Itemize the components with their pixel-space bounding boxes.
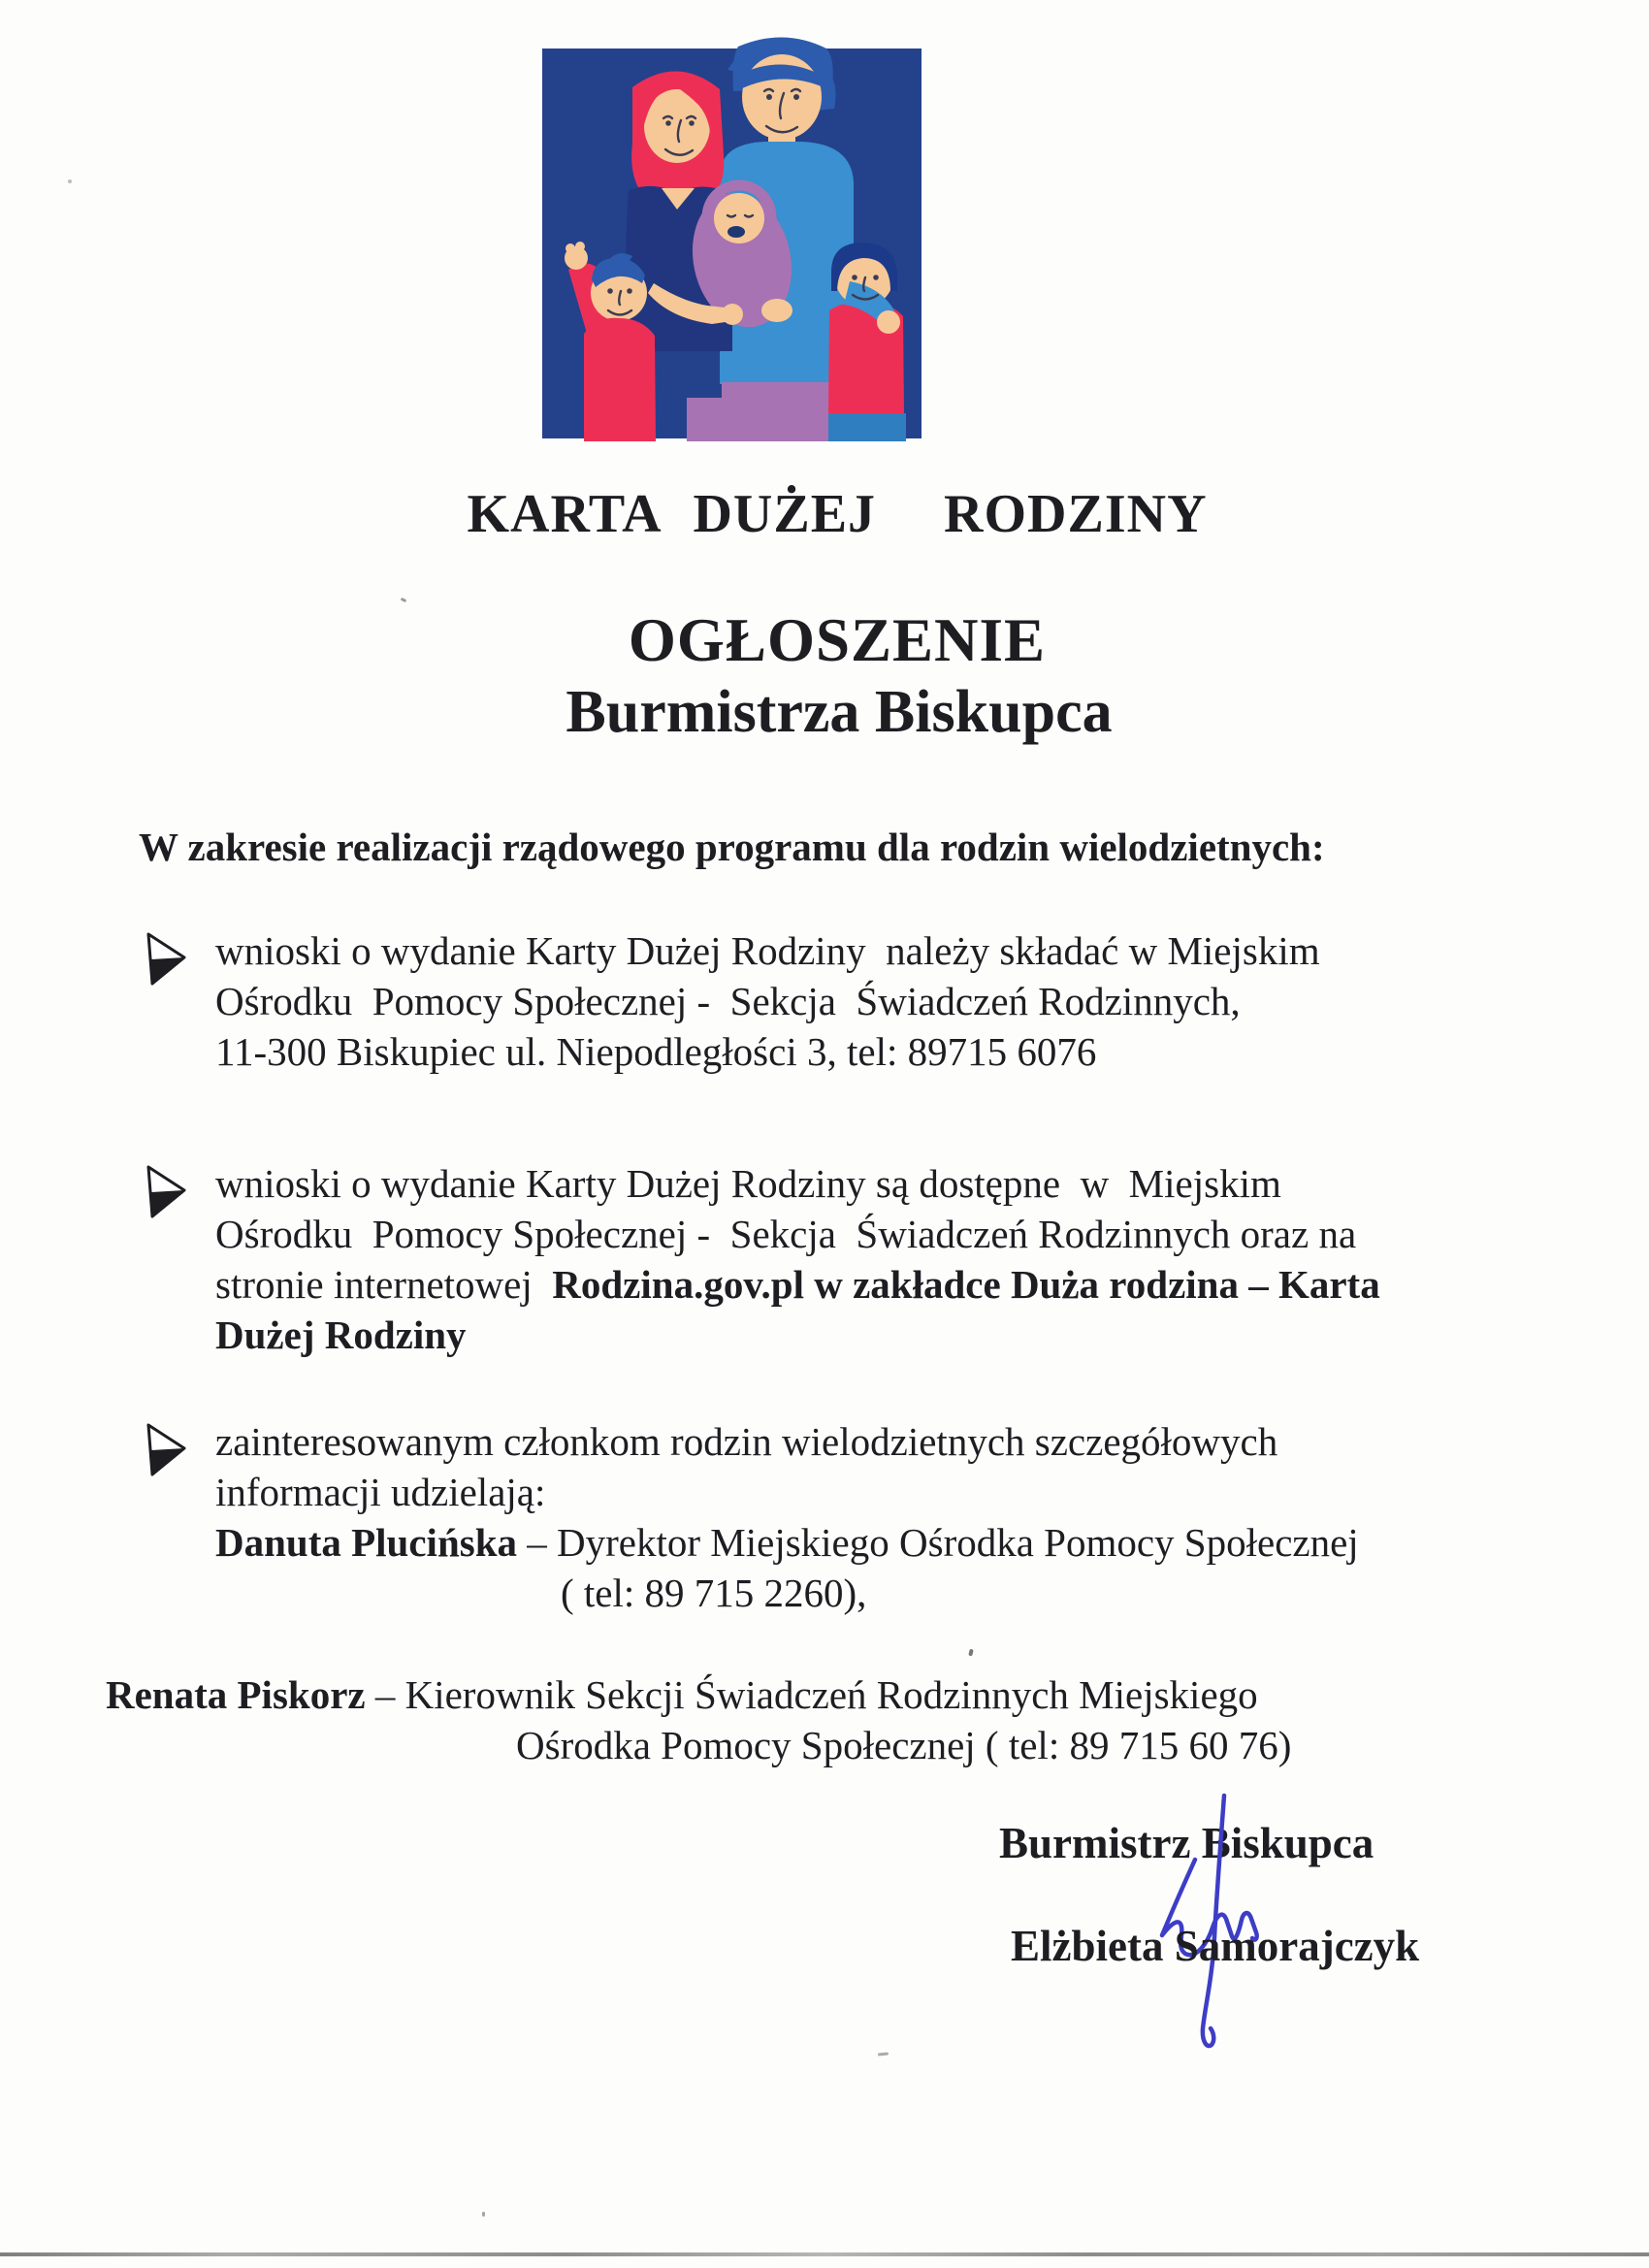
bullet-line: zainteresowanym członkom rodzin wielodzietnych szczegółowych [215,1419,1278,1464]
announcement-heading: OGŁOSZENIE [628,606,1047,674]
scan-speck [482,2212,485,2217]
contact-name: Renata Piskorz [106,1672,366,1717]
bullet-line: stronie internetowej Rodzina.gov.pl w zakładce Duża rodzina – Karta [215,1262,1380,1307]
contact-name: Danuta Plucińska [215,1520,518,1565]
bullet-line: informacji udzielają: [215,1470,546,1514]
intro-line: W zakresie realizacji rządowego programu dla rodzin wielodzietnych: [139,825,1325,869]
contact-person-director: Danuta Plucińska – Dyrektor Miejskiego Ośrodka Pomocy Społecznej [215,1520,1359,1565]
family-illustration-icon [541,27,923,441]
bullet-line: wnioski o wydanie Karty Dużej Rodziny są dostępne w Miejskim [215,1161,1281,1206]
bullet-line: 11-300 Biskupiec ul. Niepodległości 3, tel: 89715 6076 [215,1029,1097,1074]
scan-edge-line [0,2252,1649,2256]
contact-line: Ośrodka Pomocy Społecznej ( tel: 89 715 60 76) [516,1723,1292,1767]
contact-person-manager [106,1669,1541,1770]
website-name: Rodzina.gov.pl w zakładce Duża rodzina – Karta [552,1262,1380,1307]
bullet-line: Dużej Rodziny [215,1312,467,1357]
bullet-line: Ośrodku Pomocy Społecznej - Sekcja Świadczeń Rodzinnych oraz na [215,1212,1357,1256]
bullet-line: Ośrodku Pomocy Społecznej - Sekcja Świadczeń Rodzinnych, [215,979,1241,1023]
document-title: KARTA DUŻEJ RODZINY [467,484,1208,544]
bullet-line: wnioski o wydanie Karty Dużej Rodziny należy składać w Miejskim [215,928,1320,973]
scan-speck [968,1649,974,1657]
contact-line: Renata Piskorz – Kierownik Sekcji Świadczeń Rodzinnych Miejskiego [106,1672,1258,1717]
scan-speck [878,2052,889,2056]
family-logo-illustration [541,27,923,441]
arrow-bullet-icon [145,931,187,986]
bullet-item-applications [145,925,1522,1077]
scan-speck [401,598,407,602]
bullet-item-contacts [145,1416,1522,1618]
scan-speck [68,179,72,183]
signature-role: Burmistrz Biskupca [999,1819,1374,1867]
arrow-bullet-icon [145,1164,187,1218]
contact-phone: ( tel: 89 715 2260), [561,1571,867,1615]
announcement-subheading: Burmistrza Biskupca [566,679,1113,745]
signature-name: Elżbieta Samorajczyk [1011,1922,1420,1970]
bullet-item-availability [145,1158,1522,1360]
arrow-bullet-icon [145,1422,187,1476]
